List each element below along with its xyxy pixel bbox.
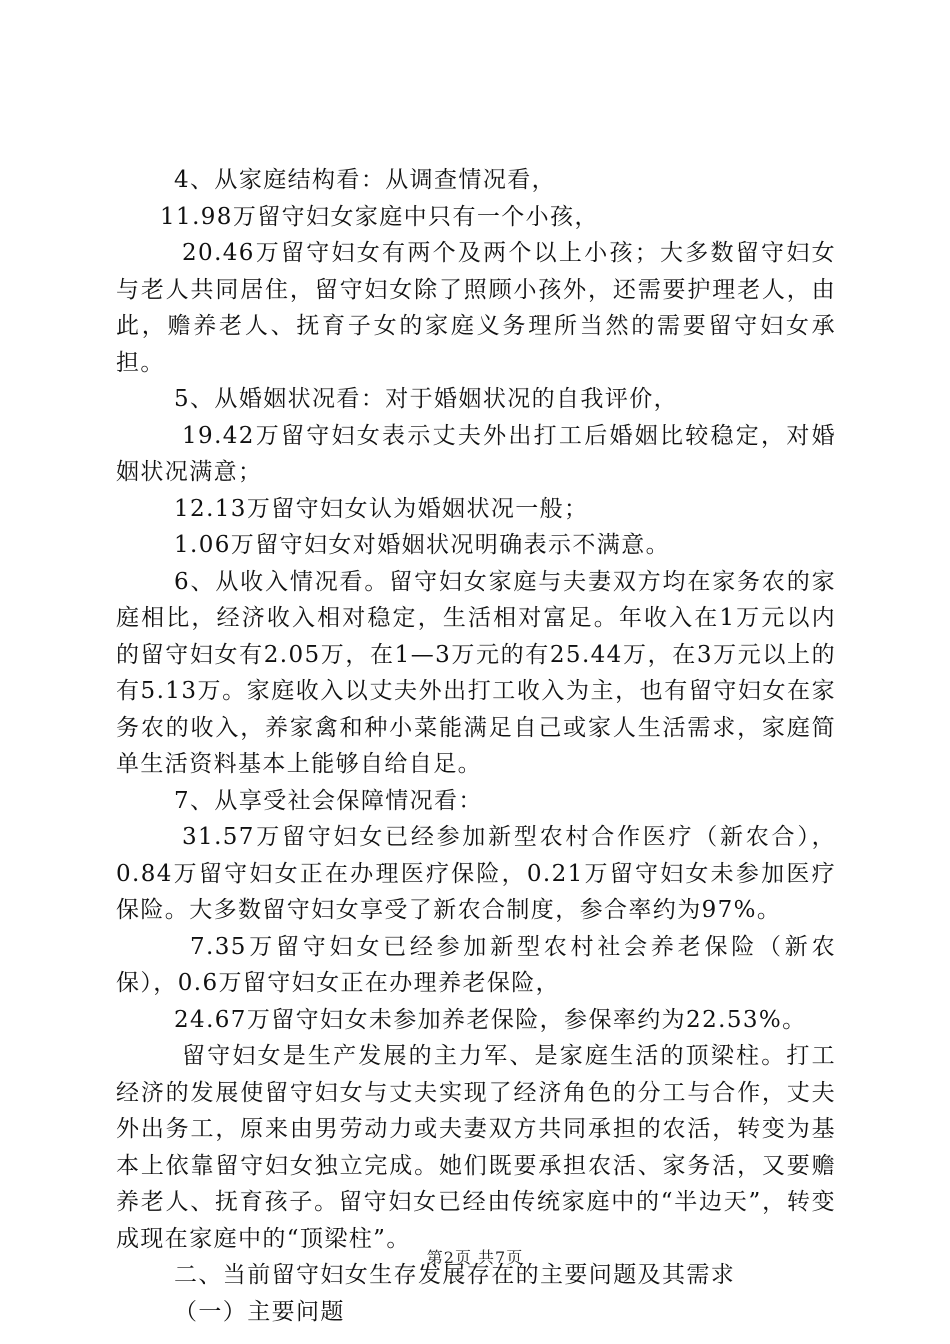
paragraph-marriage-average: 12.13万留守妇女认为婚姻状况一般；	[174, 495, 589, 522]
paragraph-medical-insurance: 31.57万留守妇女已经参加新型农村合作医疗（新农合），0.84万留守妇女正在办理医疗保险，0.21万留守妇女未参加医疗保险。大多数留守妇女享受了新农合制度，参合率约为97%。	[116, 824, 836, 923]
paragraph-pension-insurance: 7.35万留守妇女已经参加新型农村社会养老保险（新农保），0.6万留守妇女正在办理养老保险，	[116, 933, 836, 996]
paragraph-marriage-stable: 19.42万留守妇女表示丈夫外出打工后婚姻比较稳定，对婚姻状况满意；	[116, 422, 836, 485]
section-heading-problems: 二、当前留守妇女生存发展存在的主要问题及其需求	[174, 1262, 736, 1288]
paragraph-one-child: 11.98万留守妇女家庭中只有一个小孩，	[160, 203, 599, 230]
paragraph-pension-rate: 24.67万留守妇女未参加养老保险，参保率约为22.53%。	[174, 1006, 807, 1033]
paragraph-backbone: 留守妇女是生产发展的主力军、是家庭生活的顶梁柱。打工经济的发展使留守妇女与丈夫实现了经济角色的分工与合作，丈夫外出务工，原来由男劳动力或夫妻双方共同承担的农活，转变为基本上依靠留守妇女独立完成。她们既要承担农活、家务活，又要赡养老人、抚育孩子。留守妇女已经由传统家庭中的“半边天”，转变成现在家庭中的“顶梁柱”。	[116, 1043, 836, 1252]
paragraph-family-structure: 4、从家庭结构看：从调查情况看，	[174, 167, 557, 193]
paragraph-social-security: 7、从享受社会保障情况看：	[174, 787, 483, 814]
subsection-heading-main-problems: （一）主要问题	[174, 1298, 345, 1325]
paragraph-marriage-status: 5、从婚姻状况看：对于婚姻状况的自我评价，	[174, 386, 679, 412]
paragraph-two-children: 20.46万留守妇女有两个及两个以上小孩；大多数留守妇女与老人共同居住，留守妇女除了照顾小孩外，还需要护理老人，由此，赡养老人、抚育子女的家庭义务理所当然的需要留守妇女承担。	[116, 240, 836, 376]
paragraph-income: 6、从收入情况看。留守妇女家庭与夫妻双方均在家务农的家庭相比，经济收入相对稳定，生活相对富足。年收入在1万元以内的留守妇女有2.05万，在1—3万元的有25.44万，在3万元以上的有5.13万。家庭收入以丈夫外出打工收入为主，也有留守妇女在家务农的收入，养家禽和种小菜能满足自己或家人生活需求，家庭简单生活资料基本上能够自给自足。	[116, 568, 836, 777]
paragraph-marriage-unsatisfied: 1.06万留守妇女对婚姻状况明确表示不满意。	[174, 532, 671, 558]
page-footer: 第2页 共7页	[426, 1248, 524, 1267]
document-body	[116, 162, 836, 1330]
